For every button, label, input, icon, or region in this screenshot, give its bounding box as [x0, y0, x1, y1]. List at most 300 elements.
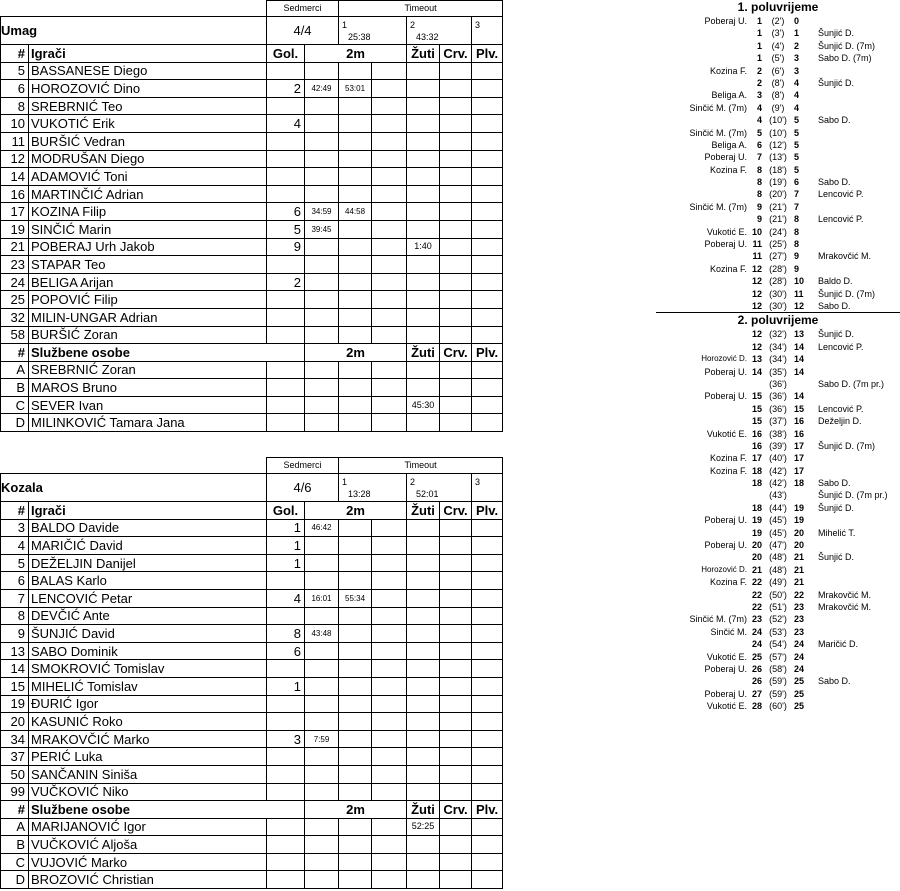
player-row: [1, 308, 503, 326]
suspension-2: 55:34: [339, 589, 372, 607]
suspension-3: [372, 256, 407, 274]
event-minute: (59'): [769, 676, 787, 687]
sedmerci-value: 4/6: [267, 474, 339, 502]
blue-card: [472, 519, 503, 537]
red-card: [440, 695, 472, 713]
suspension-2: [339, 150, 372, 168]
suspension-1: [305, 62, 339, 80]
guest-score: 15: [794, 403, 805, 414]
suspension-1: [305, 677, 339, 695]
yellow-card: [407, 361, 440, 379]
guest-score: 21: [794, 564, 805, 575]
guest-score: 14: [794, 366, 805, 377]
official-letter: A: [1, 361, 29, 379]
suspension-1: [305, 414, 339, 432]
officials-header: # Službene osobe 2m Žuti Crv. Plv.: [1, 801, 503, 819]
red-card: [440, 80, 472, 98]
blue-card: [472, 818, 503, 836]
player-number: 19: [1, 220, 29, 238]
player-number: 15: [1, 677, 29, 695]
guest-score: 8: [794, 226, 800, 237]
event-row: [656, 176, 900, 188]
player-row: [1, 519, 503, 537]
suspension-1: [305, 695, 339, 713]
suspension-2: [339, 379, 372, 397]
suspension-2: [339, 62, 372, 80]
event-minute: (38'): [769, 428, 787, 439]
blue-card: [472, 203, 503, 221]
home-score: 7: [756, 152, 762, 163]
yellow-card: [407, 695, 440, 713]
guest-score: 4: [794, 77, 800, 88]
suspension-1: 42:49: [305, 80, 339, 98]
event-minute: (42'): [769, 478, 787, 489]
event-row: [656, 27, 900, 39]
player-goals: [267, 62, 305, 80]
player-number: 10: [1, 115, 29, 133]
suspension-2: [339, 677, 372, 695]
red-card: [440, 185, 472, 203]
suspension-2: [339, 730, 372, 748]
player-goals: [267, 308, 305, 326]
player-name: DEVČIĆ Ante: [29, 607, 267, 625]
suspension-2: [339, 871, 372, 889]
guest-score: 14: [794, 354, 805, 365]
player-name: PERIĆ Luka: [29, 748, 267, 766]
guest-score: 19: [794, 502, 805, 513]
home-scorer: Kozina F.: [709, 465, 747, 476]
suspension-1: [305, 660, 339, 678]
official-row: [1, 836, 503, 854]
guest-score: 18: [794, 478, 805, 489]
event-minute: (35'): [769, 366, 787, 377]
guest-score: 8: [794, 239, 800, 250]
home-scorer: Poberaj U.: [704, 152, 747, 163]
suspension-2: [339, 97, 372, 115]
player-number: 8: [1, 607, 29, 625]
player-number: 13: [1, 642, 29, 660]
suspension-2: [339, 361, 372, 379]
player-row: [1, 765, 503, 783]
event-row: [656, 77, 900, 89]
suspension-2: [339, 291, 372, 309]
guest-scorer: Šunjić D. (7m): [818, 288, 876, 299]
player-goals: 9: [267, 238, 305, 256]
suspension-1: [305, 379, 339, 397]
home-scorer: Poberaj U.: [704, 663, 747, 674]
player-goals: 6: [267, 642, 305, 660]
player-name: ĐURIĆ Igor: [29, 695, 267, 713]
event-row: [656, 127, 900, 139]
event-row: [656, 613, 900, 625]
suspension-2: [339, 818, 372, 836]
home-score: 22: [751, 589, 762, 600]
yellow-card: [407, 256, 440, 274]
suspension-2: [339, 220, 372, 238]
home-score: 20: [751, 540, 762, 551]
suspension-1: [305, 115, 339, 133]
yellow-card: [407, 677, 440, 695]
player-row: [1, 62, 503, 80]
red-card: [440, 396, 472, 414]
home-score: 22: [751, 577, 762, 588]
blue-card: [472, 379, 503, 397]
suspension-2: [339, 836, 372, 854]
blue-card: [472, 853, 503, 871]
event-row: [656, 428, 900, 440]
player-name: MRAKOVČIĆ Marko: [29, 730, 267, 748]
home-score: 1: [756, 53, 762, 64]
player-number: 3: [1, 519, 29, 537]
suspension-3: [372, 607, 407, 625]
event-minute: (2'): [771, 16, 785, 26]
event-minute: (21'): [769, 214, 787, 225]
player-name: BELIGA Arijan: [29, 273, 267, 291]
red-card: [440, 783, 472, 801]
home-scorer: Poberaj U.: [704, 515, 747, 526]
event-row: [656, 675, 900, 687]
event-row: [656, 366, 900, 378]
event-row: [656, 250, 900, 262]
suspension-2: [339, 713, 372, 731]
player-goals: [267, 150, 305, 168]
suspension-2: [339, 168, 372, 186]
player-name: SABO Dominik: [29, 642, 267, 660]
yellow-card: [407, 414, 440, 432]
home-score: 21: [751, 564, 762, 575]
home-score: 1: [756, 40, 762, 51]
suspension-3: [372, 836, 407, 854]
suspension-1: [305, 132, 339, 150]
guest-scorer: Sabo D.: [818, 676, 851, 687]
yellow-card: [407, 748, 440, 766]
player-goals: 5: [267, 220, 305, 238]
team-umag: [0, 0, 502, 432]
event-minute: (36'): [769, 403, 787, 414]
player-name: MILIN-UNGAR Adrian: [29, 308, 267, 326]
event-minute: (48'): [769, 564, 787, 575]
home-score: 13: [751, 354, 762, 365]
guest-score: 25: [794, 701, 805, 712]
home-scorer: Poberaj U.: [704, 239, 747, 250]
red-card: [440, 730, 472, 748]
suspension-3: [372, 326, 407, 344]
guest-score: 13: [794, 329, 805, 340]
suspension-3: [372, 730, 407, 748]
player-name: SANČANIN Siniša: [29, 765, 267, 783]
official-blank: [267, 853, 305, 871]
blue-card: [472, 150, 503, 168]
event-row: [656, 589, 900, 601]
player-goals: [267, 291, 305, 309]
player-goals: [267, 572, 305, 590]
yellow-card: [407, 150, 440, 168]
blue-card: [472, 589, 503, 607]
home-score: 20: [751, 552, 762, 563]
red-card: [440, 256, 472, 274]
guest-score: 4: [794, 102, 800, 113]
home-score: 10: [751, 226, 762, 237]
suspension-1: 39:45: [305, 220, 339, 238]
home-scorer: Poberaj U.: [704, 366, 747, 377]
player-number: 34: [1, 730, 29, 748]
yellow-card: [407, 783, 440, 801]
blue-card: [472, 273, 503, 291]
event-minute: (39'): [769, 440, 787, 451]
player-number: 99: [1, 783, 29, 801]
guest-score: 11: [794, 288, 804, 299]
red-card: [440, 168, 472, 186]
home-scorer: Sinčić M. (7m): [689, 201, 747, 212]
home-score: 18: [751, 465, 762, 476]
red-card: [440, 589, 472, 607]
event-minute: (18'): [769, 164, 787, 175]
event-row: [656, 514, 900, 526]
official-name: BROZOVIĆ Christian: [29, 871, 267, 889]
red-card: [440, 836, 472, 854]
guest-scorer: Lencović P.: [818, 214, 864, 225]
official-blank: [267, 361, 305, 379]
red-card: [440, 660, 472, 678]
suspension-2: 44:58: [339, 203, 372, 221]
guest-score: 21: [794, 577, 805, 588]
player-number: 37: [1, 748, 29, 766]
first-half-events: [656, 15, 900, 312]
player-number: 23: [1, 256, 29, 274]
match-log: [656, 0, 900, 712]
event-row: [656, 328, 900, 340]
suspension-3: [372, 220, 407, 238]
player-row: [1, 783, 503, 801]
suspension-1: 7:59: [305, 730, 339, 748]
event-minute: (9'): [771, 102, 785, 113]
guest-scorer: Šunjić D.: [818, 77, 855, 88]
official-name: SREBRNIĆ Zoran: [29, 361, 267, 379]
yellow-card: [407, 871, 440, 889]
player-number: 6: [1, 80, 29, 98]
blue-card: [472, 554, 503, 572]
suspension-3: [372, 765, 407, 783]
event-minute: (45'): [769, 515, 787, 526]
red-card: [440, 326, 472, 344]
guest-score: 23: [794, 626, 805, 637]
official-letter: D: [1, 871, 29, 889]
event-row: [656, 15, 900, 27]
red-card: [440, 115, 472, 133]
official-row: [1, 396, 503, 414]
event-row: [656, 164, 900, 176]
suspension-1: [305, 713, 339, 731]
guest-score: 21: [794, 552, 805, 563]
suspension-2: [339, 414, 372, 432]
event-minute: (44'): [769, 502, 787, 513]
suspension-3: [372, 238, 407, 256]
player-name: ADAMOVIĆ Toni: [29, 168, 267, 186]
suspension-2: [339, 695, 372, 713]
suspension-3: [372, 150, 407, 168]
sedmerci-label: Sedmerci: [267, 1, 339, 17]
player-number: 58: [1, 326, 29, 344]
guest-score: 6: [794, 177, 800, 188]
home-scorer: Kozina F.: [709, 263, 747, 274]
suspension-3: [372, 291, 407, 309]
official-letter: B: [1, 379, 29, 397]
event-row: [656, 151, 900, 163]
player-number: 20: [1, 713, 29, 731]
suspension-2: [339, 765, 372, 783]
yellow-card: [407, 607, 440, 625]
player-row: [1, 238, 503, 256]
suspension-3: [372, 713, 407, 731]
event-minute: (48'): [769, 552, 787, 563]
home-score: 17: [751, 453, 762, 464]
suspension-2: [339, 554, 372, 572]
guest-score: 22: [794, 589, 805, 600]
yellow-card: [407, 730, 440, 748]
red-card: [440, 677, 472, 695]
blue-card: [472, 765, 503, 783]
suspension-1: [305, 256, 339, 274]
blue-card: [472, 836, 503, 854]
suspension-1: [305, 853, 339, 871]
player-row: [1, 642, 503, 660]
suspension-3: [372, 554, 407, 572]
home-scorer: Sinčić M. (7m): [689, 614, 747, 625]
official-name: MARIJANOVIĆ Igor: [29, 818, 267, 836]
home-score: 23: [751, 614, 762, 625]
player-row: [1, 150, 503, 168]
event-row: [656, 378, 900, 390]
suspension-2: [339, 853, 372, 871]
home-score: 27: [751, 688, 762, 699]
official-row: [1, 871, 503, 889]
suspension-3: [372, 871, 407, 889]
blue-card: [472, 220, 503, 238]
event-row: [656, 65, 900, 77]
guest-score: 1: [794, 28, 800, 39]
player-name: BURŠIĆ Zoran: [29, 326, 267, 344]
guest-scorer: Baldo D.: [818, 276, 853, 287]
player-goals: [267, 97, 305, 115]
player-row: [1, 607, 503, 625]
event-minute: (6'): [771, 65, 785, 76]
red-card: [440, 273, 472, 291]
player-name: BALAS Karlo: [29, 572, 267, 590]
home-score: 5: [756, 127, 762, 138]
event-minute: (20'): [769, 189, 787, 200]
home-scorer: Sinčić M. (7m): [689, 102, 747, 113]
blue-card: [472, 625, 503, 643]
player-goals: [267, 256, 305, 274]
player-number: 14: [1, 660, 29, 678]
suspension-3: [372, 80, 407, 98]
player-number: 7: [1, 589, 29, 607]
guest-score: 24: [794, 651, 805, 662]
suspension-2: [339, 238, 372, 256]
red-card: [440, 748, 472, 766]
event-minute: (50'): [769, 589, 787, 600]
blue-card: [472, 642, 503, 660]
player-goals: 1: [267, 554, 305, 572]
event-minute: (19'): [769, 177, 787, 188]
home-score: 24: [751, 626, 762, 637]
event-row: [656, 188, 900, 200]
home-scorer: Beliga A.: [711, 139, 747, 150]
suspension-1: [305, 150, 339, 168]
event-minute: (28'): [769, 263, 787, 274]
event-minute: (36'): [769, 378, 787, 389]
official-row: [1, 361, 503, 379]
event-row: [656, 353, 900, 365]
event-row: [656, 114, 900, 126]
player-name: SINČIĆ Marin: [29, 220, 267, 238]
event-minute: (25'): [769, 239, 787, 250]
player-number: 12: [1, 150, 29, 168]
player-row: [1, 660, 503, 678]
event-minute: (21'): [769, 201, 787, 212]
guest-score: 17: [794, 453, 805, 464]
home-scorer: Vukotić E.: [706, 701, 747, 712]
home-score: 1: [756, 16, 762, 26]
home-score: 2: [756, 65, 762, 76]
sedmerci-label: Sedmerci: [267, 458, 339, 474]
blue-card: [472, 168, 503, 186]
home-score: 25: [751, 651, 762, 662]
yellow-card: [407, 572, 440, 590]
suspension-2: [339, 115, 372, 133]
official-blank: [267, 414, 305, 432]
player-goals: [267, 326, 305, 344]
suspension-2: [339, 642, 372, 660]
suspension-3: [372, 414, 407, 432]
event-row: [656, 226, 900, 238]
suspension-3: [372, 361, 407, 379]
event-minute: (52'): [769, 614, 787, 625]
home-score: 15: [751, 416, 762, 427]
blue-card: [472, 256, 503, 274]
home-scorer: Vukotić E.: [706, 651, 747, 662]
blue-card: [472, 361, 503, 379]
blue-card: [472, 326, 503, 344]
guest-scorer: Mihelić T.: [818, 527, 856, 538]
player-number: 25: [1, 291, 29, 309]
player-number: 16: [1, 185, 29, 203]
suspension-3: [372, 818, 407, 836]
suspension-1: 16:01: [305, 589, 339, 607]
guest-scorer: Šunjić D.: [818, 329, 855, 340]
player-goals: 6: [267, 203, 305, 221]
suspension-2: [339, 519, 372, 537]
blue-card: [472, 871, 503, 889]
suspension-1: 46:42: [305, 519, 339, 537]
suspension-3: [372, 203, 407, 221]
blue-card: [472, 396, 503, 414]
timeout-2: 2 52:01: [407, 474, 472, 502]
red-card: [440, 607, 472, 625]
player-number: 24: [1, 273, 29, 291]
player-number: 9: [1, 625, 29, 643]
event-minute: (49'): [769, 577, 787, 588]
blue-card: [472, 414, 503, 432]
suspension-3: [372, 273, 407, 291]
suspension-3: [372, 97, 407, 115]
red-card: [440, 853, 472, 871]
player-row: [1, 748, 503, 766]
player-row: [1, 537, 503, 555]
blue-card: [472, 677, 503, 695]
guest-score: 9: [794, 263, 800, 274]
event-row: [656, 663, 900, 675]
